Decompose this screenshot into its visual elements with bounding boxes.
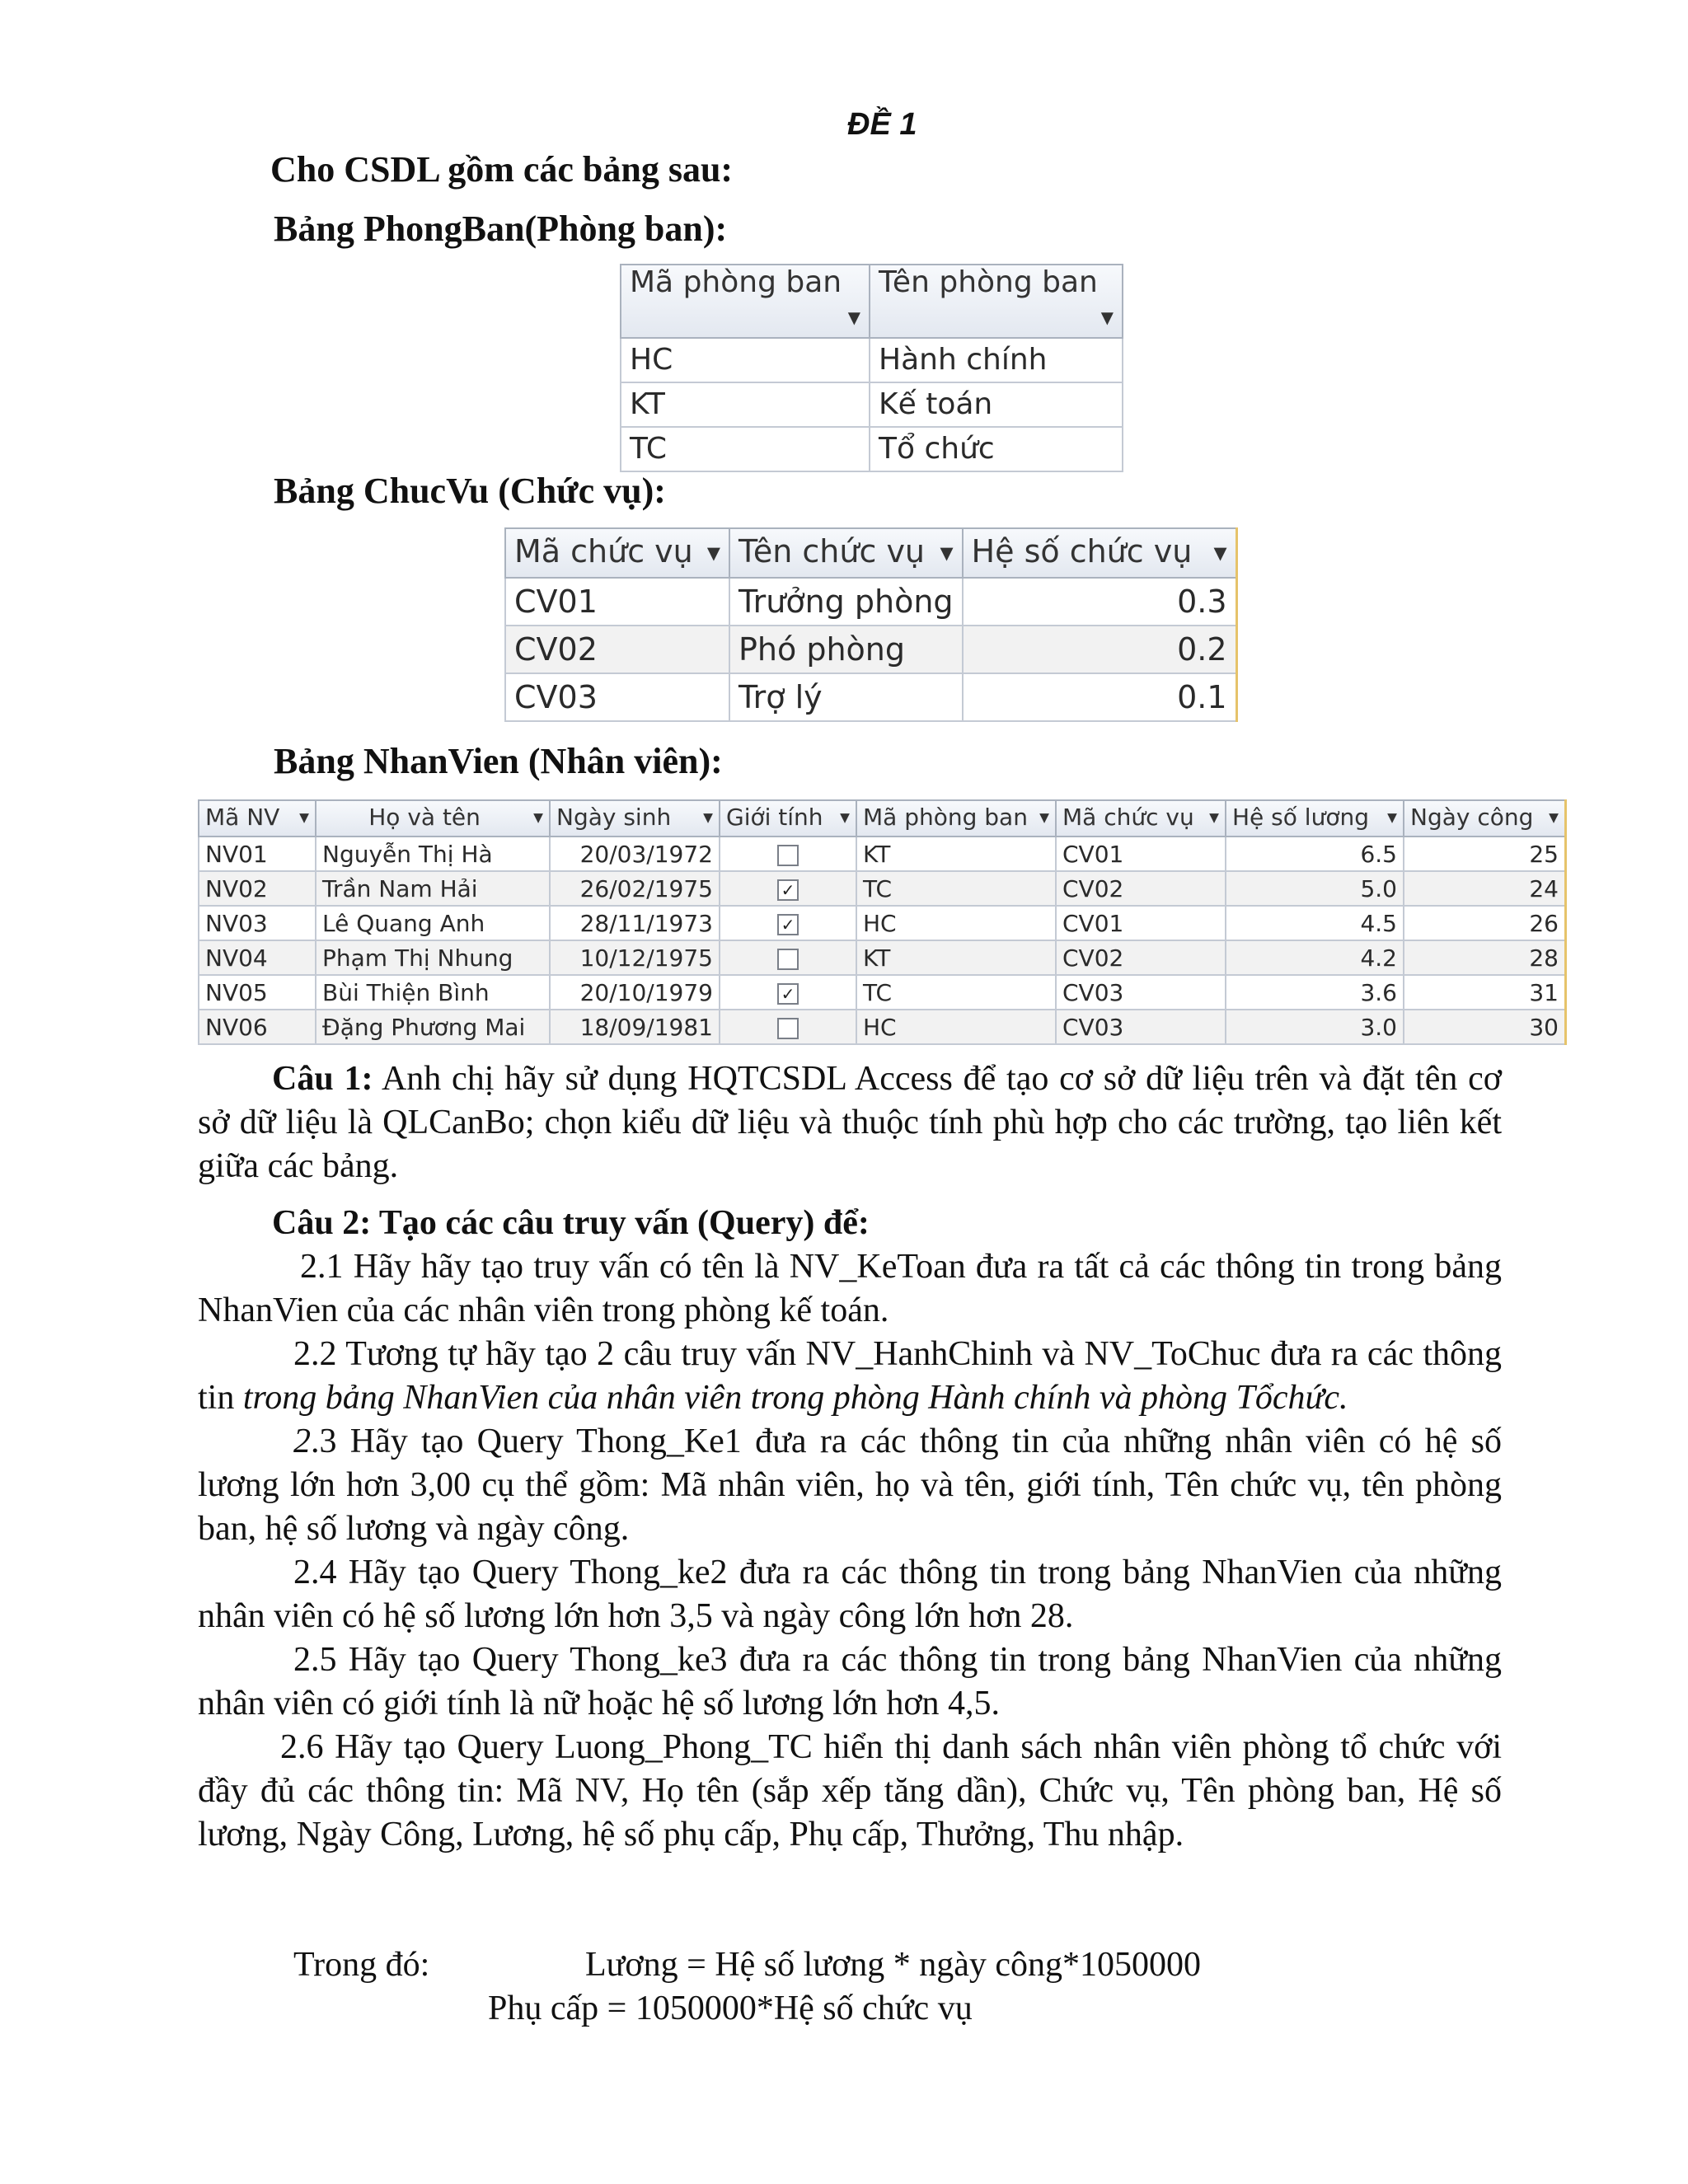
column-header[interactable]: Tên phòng ban ▼ [870, 265, 1123, 338]
cau1-paragraph [198, 1057, 1502, 1188]
table-cell[interactable]: 20/10/1979 [550, 975, 720, 1010]
table-cell[interactable]: CV02 [1056, 940, 1226, 975]
cau1-label: Câu 1: [272, 1060, 373, 1098]
question-2-5: 2.5 Hãy tạo Query Thong_ke3 đưa ra các thông tin trong bảng NhanVien của những nhân viên có giới tính là nữ hoặc hệ số lương lớn hơn 4,5. [198, 1641, 1502, 1722]
intro-text: Cho CSDL gồm các bảng sau: [270, 149, 734, 190]
trong-do-label: Trong đó: [293, 1946, 430, 1984]
table-cell[interactable]: 6.5 [1226, 837, 1404, 871]
table-cell[interactable]: Phạm Thị Nhung [316, 940, 550, 975]
formula-phu-cap: Phụ cấp = 1050000*Hệ số chức vụ [488, 1990, 973, 2027]
gioi-tinh-cell[interactable] [720, 975, 856, 1010]
column-header[interactable]: Mã phòng ban ▼ [621, 265, 870, 338]
table-cell[interactable]: NV04 [199, 940, 316, 975]
table-cell[interactable]: Tổ chức [870, 427, 1123, 471]
exam-title: ĐỀ 1 [847, 107, 917, 142]
table-cell[interactable]: CV01 [1056, 837, 1226, 871]
table-row [505, 626, 1236, 673]
nhanvien-table [198, 799, 1567, 1045]
table-cell[interactable]: 3.0 [1226, 1010, 1404, 1044]
dropdown-arrow-icon[interactable]: ▼ [1549, 810, 1559, 826]
phongban-table [620, 264, 1123, 472]
table-row [621, 382, 1123, 427]
table-cell[interactable]: 28 [1404, 940, 1566, 975]
checkbox-checked-icon[interactable]: ✓ [777, 914, 799, 935]
table-cell[interactable]: NV01 [199, 837, 316, 871]
table-cell[interactable]: 18/09/1981 [550, 1010, 720, 1044]
table-cell[interactable]: 25 [1404, 837, 1566, 871]
dropdown-arrow-icon[interactable]: ▼ [703, 810, 713, 826]
table-cell[interactable]: CV01 [505, 578, 729, 626]
dropdown-arrow-icon[interactable]: ▼ [299, 810, 309, 826]
column-header[interactable]: Họ và tên ▼ [316, 800, 550, 837]
nhanvien-heading: Bảng NhanVien (Nhân viên): [274, 741, 723, 781]
checkbox-unchecked-icon[interactable] [777, 949, 799, 970]
table-cell[interactable]: 4.2 [1226, 940, 1404, 975]
table-row [621, 338, 1123, 382]
table-row [505, 578, 1236, 626]
table-cell[interactable]: Bùi Thiện Bình [316, 975, 550, 1010]
table-cell[interactable]: Nguyễn Thị Hà [316, 837, 550, 871]
dropdown-arrow-icon[interactable]: ▼ [1100, 308, 1114, 327]
question-2-4: 2.4 Hãy tạo Query Thong_ke2 đưa ra các thông tin trong bảng NhanVien của những nhân viên có hệ số lương lớn hơn 3,5 và ngày công lớn hơn 28. [198, 1554, 1502, 1635]
column-header[interactable]: Mã chức vụ ▼ [505, 528, 729, 578]
dropdown-arrow-icon[interactable]: ▼ [1213, 542, 1227, 563]
dropdown-arrow-icon[interactable]: ▼ [1209, 810, 1219, 826]
phongban-heading: Bảng PhongBan(Phòng ban): [274, 209, 728, 249]
column-header[interactable]: Giới tính ▼ [720, 800, 856, 837]
question-2-1: 2.1 Hãy hãy tạo truy vấn có tên là NV_KeToan đưa ra tất cả các thông tin trong bảng NhanVien của các nhân viên trong phòng kế toán. [198, 1248, 1502, 1329]
table-cell[interactable]: CV02 [1056, 871, 1226, 906]
formula-luong: Lương = Hệ số lương * ngày công*1050000 [585, 1946, 1202, 1984]
checkbox-checked-icon[interactable]: ✓ [777, 983, 799, 1005]
table-cell[interactable]: HC [621, 338, 870, 382]
table-cell[interactable]: CV02 [505, 626, 729, 673]
table-row [199, 871, 1566, 906]
table-header-row [621, 265, 1123, 338]
dropdown-arrow-icon[interactable]: ▼ [706, 542, 720, 563]
chucvu-table [504, 527, 1238, 722]
table-row [199, 940, 1566, 975]
table-cell[interactable]: Trợ lý [729, 673, 963, 721]
table-row [199, 837, 1566, 871]
chucvu-heading: Bảng ChucVu (Chức vụ): [274, 471, 666, 511]
table-cell[interactable]: Trần Nam Hải [316, 871, 550, 906]
table-cell[interactable]: KT [856, 940, 1056, 975]
table-header-row [199, 800, 1566, 837]
dropdown-arrow-icon[interactable]: ▼ [840, 810, 850, 826]
table-cell[interactable]: 31 [1404, 975, 1566, 1010]
gioi-tinh-cell[interactable] [720, 871, 856, 906]
table-cell[interactable]: CV01 [1056, 906, 1226, 940]
table-cell[interactable]: Trưởng phòng [729, 578, 963, 626]
table-cell[interactable]: 10/12/1975 [550, 940, 720, 975]
table-row [199, 1010, 1566, 1044]
table-cell[interactable]: Phó phòng [729, 626, 963, 673]
table-row [199, 975, 1566, 1010]
dropdown-arrow-icon[interactable]: ▼ [533, 810, 543, 826]
table-row [621, 427, 1123, 471]
table-cell[interactable]: NV05 [199, 975, 316, 1010]
gioi-tinh-cell[interactable] [720, 1010, 856, 1044]
dropdown-arrow-icon[interactable]: ▼ [1039, 810, 1049, 826]
table-cell[interactable]: TC [856, 975, 1056, 1010]
table-cell[interactable]: 28/11/1973 [550, 906, 720, 940]
column-header[interactable]: Mã chức vụ ▼ [1056, 800, 1226, 837]
table-cell[interactable]: 20/03/1972 [550, 837, 720, 871]
cau2-section [198, 1202, 1502, 1857]
checkbox-checked-icon[interactable]: ✓ [777, 879, 799, 901]
table-cell[interactable]: KT [621, 382, 870, 427]
column-header[interactable]: Tên chức vụ ▼ [729, 528, 963, 578]
table-cell[interactable]: NV06 [199, 1010, 316, 1044]
question-2-3: 2.3 Hãy tạo Query Thong_Ke1 đưa ra các thông tin của những nhân viên có hệ số lương lớn hơn 3,00 cụ thể gồm: Mã nhân viên, họ và tên, giới tính, Tên chức vụ, tên phòng ban, hệ số lương và ngày công. [198, 1422, 1502, 1548]
table-header-row [505, 528, 1236, 578]
table-cell[interactable]: Hành chính [870, 338, 1123, 382]
column-header[interactable]: Hệ số chức vụ ▼ [963, 528, 1237, 578]
table-cell[interactable]: NV02 [199, 871, 316, 906]
table-cell[interactable]: Kế toán [870, 382, 1123, 427]
table-cell[interactable]: 30 [1404, 1010, 1566, 1044]
table-cell[interactable]: KT [856, 837, 1056, 871]
table-cell[interactable]: 0.2 [963, 626, 1237, 673]
gioi-tinh-cell[interactable] [720, 906, 856, 940]
table-row [199, 906, 1566, 940]
table-cell[interactable]: HC [856, 906, 1056, 940]
table-cell[interactable]: NV03 [199, 906, 316, 940]
table-cell[interactable]: 0.1 [963, 673, 1237, 721]
checkbox-unchecked-icon[interactable] [777, 845, 799, 866]
table-cell[interactable]: TC [856, 871, 1056, 906]
table-cell[interactable]: 4.5 [1226, 906, 1404, 940]
table-cell[interactable]: 0.3 [963, 578, 1237, 626]
gioi-tinh-cell[interactable] [720, 837, 856, 871]
table-cell[interactable]: Lê Quang Anh [316, 906, 550, 940]
gioi-tinh-cell[interactable] [720, 940, 856, 975]
table-cell[interactable]: 26 [1404, 906, 1566, 940]
table-cell[interactable]: CV03 [505, 673, 729, 721]
table-cell[interactable]: 3.6 [1226, 975, 1404, 1010]
table-cell[interactable]: CV03 [1056, 1010, 1226, 1044]
column-header[interactable]: Mã NV ▼ [199, 800, 316, 837]
table-row [505, 673, 1236, 721]
table-cell[interactable]: 24 [1404, 871, 1566, 906]
table-cell[interactable]: 26/02/1975 [550, 871, 720, 906]
question-2-6: 2.6 Hãy tạo Query Luong_Phong_TC hiển thị danh sách nhân viên phòng tổ chức với đầy đủ các thông tin: Mã NV, Họ tên (sắp xếp tăng dần), Chức vụ, Tên phòng ban, Hệ số lương, Ngày Công, Lương, hệ số phụ cấp, Phụ cấp, Thưởng, Thu nhập. [198, 1728, 1502, 1854]
column-header[interactable]: Hệ số lương ▼ [1226, 800, 1404, 837]
table-cell[interactable]: CV03 [1056, 975, 1226, 1010]
dropdown-arrow-icon[interactable]: ▼ [940, 542, 954, 563]
dropdown-arrow-icon[interactable]: ▼ [1387, 810, 1397, 826]
question-2-2: 2.2 Tương tự hãy tạo 2 câu truy vấn NV_HanhChinh và NV_ToChuc đưa ra các thông tin trong bảng NhanVien của nhân viên trong phòng Hành chính và phòng Tổchức. [198, 1335, 1502, 1417]
table-cell[interactable]: TC [621, 427, 870, 471]
table-cell[interactable]: Đặng Phương Mai [316, 1010, 550, 1044]
dropdown-arrow-icon[interactable]: ▼ [847, 308, 860, 327]
checkbox-unchecked-icon[interactable] [777, 1018, 799, 1039]
column-header[interactable]: Ngày sinh ▼ [550, 800, 720, 837]
table-cell[interactable]: HC [856, 1010, 1056, 1044]
cau2-heading: Câu 2: Tạo các câu truy vấn (Query) để: [272, 1204, 870, 1242]
cau1-text: Anh chị hãy sử dụng HQTCSDL Access để tạo cơ sở dữ liệu trên và đặt tên cơ sở dữ liệu là QLCanBo; chọn kiểu dữ liệu và thuộc tính phù hợp cho các trường, tạo liên kết giữa các bảng. [198, 1060, 1502, 1185]
table-cell[interactable]: 5.0 [1226, 871, 1404, 906]
column-header[interactable]: Ngày công ▼ [1404, 800, 1566, 837]
column-header[interactable]: Mã phòng ban ▼ [856, 800, 1056, 837]
